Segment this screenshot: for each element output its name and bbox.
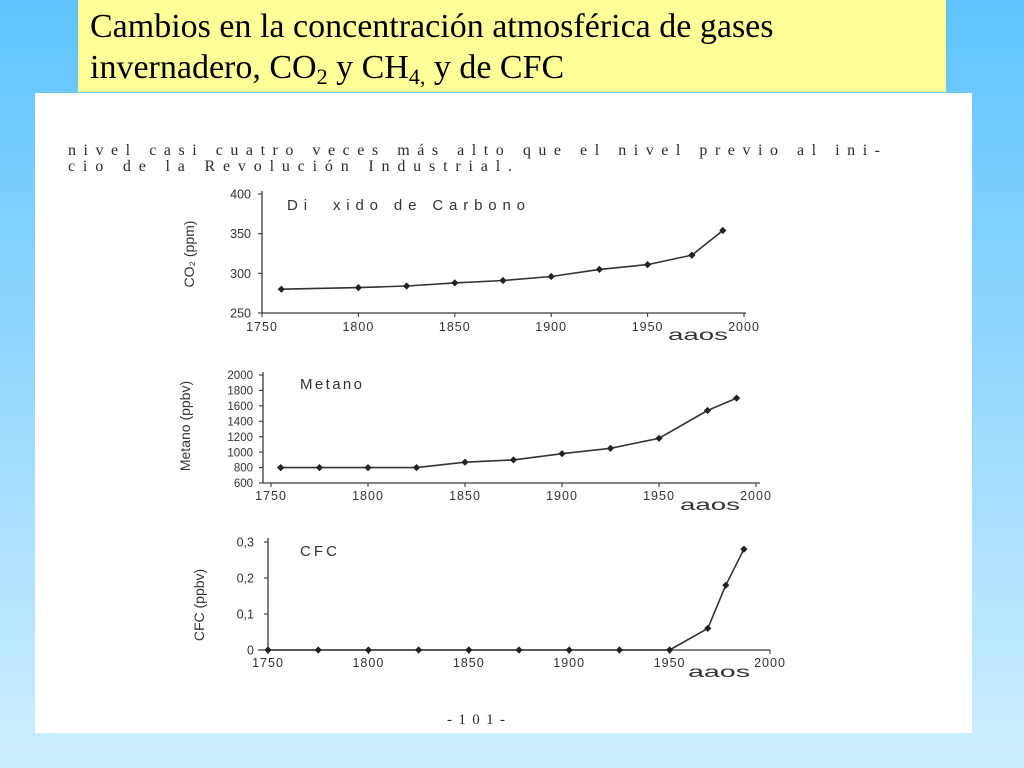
chart-title: CFC bbox=[300, 543, 337, 560]
y-tick-label: 1600 bbox=[227, 401, 253, 413]
y-axis-label: CFC (ppbv) bbox=[191, 568, 207, 642]
x-tick-label: 1750 bbox=[255, 489, 287, 503]
y-tick-label: 0,3 bbox=[236, 535, 254, 550]
x-tick-label: 1900 bbox=[553, 656, 586, 670]
y-tick-label: 0 bbox=[247, 643, 254, 658]
x-tick-label: 1750 bbox=[246, 320, 278, 334]
y-tick-label: 0,2 bbox=[236, 571, 254, 586]
chart-title: Di xido de Carbono bbox=[287, 197, 525, 214]
x-axis-label: aaos bbox=[688, 664, 750, 681]
x-tick-label: 1850 bbox=[449, 489, 481, 503]
slide-title-box bbox=[78, 0, 946, 92]
y-tick-label: 1800 bbox=[227, 385, 253, 398]
x-tick-label: 2000 bbox=[754, 656, 786, 670]
x-tick-label: 2000 bbox=[740, 489, 772, 503]
y-axis-label: CO₂ (ppm) bbox=[181, 220, 197, 288]
title-text-segment: y de CFC bbox=[425, 49, 565, 86]
x-tick-label: 1950 bbox=[643, 489, 675, 503]
scan-text-line-2: cio de la Revolución Industrial. bbox=[68, 158, 513, 175]
slide-title-line-1: Cambios en la concentración atmosférica de gases bbox=[90, 8, 774, 45]
ch4-subscript: 4, bbox=[408, 64, 426, 89]
x-tick-label: 1950 bbox=[631, 320, 664, 334]
x-tick-label: 1750 bbox=[252, 656, 284, 670]
y-tick-label: 600 bbox=[233, 478, 253, 491]
x-tick-label: 1800 bbox=[342, 320, 375, 334]
x-tick-label: 1950 bbox=[653, 656, 686, 670]
scan-text-line-1: nivel casi cuatro veces más alto que el nivel previo al ini- bbox=[68, 142, 880, 159]
y-tick-label: 0,1 bbox=[236, 607, 254, 622]
x-tick-label: 1800 bbox=[352, 656, 385, 670]
title-text-segment: invernadero, CO bbox=[90, 49, 317, 86]
page-number: -101- bbox=[447, 712, 505, 728]
slide-title-line-2 bbox=[90, 47, 946, 88]
co2-subscript: 2 bbox=[316, 64, 328, 89]
x-axis-label: aaos bbox=[680, 497, 740, 514]
y-tick-label: 250 bbox=[230, 306, 251, 321]
y-tick-label: 400 bbox=[230, 187, 251, 202]
x-tick-label: 1850 bbox=[452, 656, 485, 670]
y-axis-label: Metano (ppbv) bbox=[177, 380, 193, 472]
y-tick-label: 350 bbox=[230, 227, 251, 242]
x-tick-label: 1800 bbox=[352, 489, 384, 503]
chart-title: Metano bbox=[300, 376, 362, 393]
title-text-segment: y CH bbox=[327, 49, 409, 86]
y-tick-label: 1400 bbox=[227, 416, 253, 429]
x-axis-label: aaos bbox=[668, 327, 728, 344]
y-tick-label: 1200 bbox=[227, 431, 253, 444]
x-tick-label: 1850 bbox=[438, 320, 471, 334]
y-tick-label: 2000 bbox=[227, 370, 253, 383]
y-tick-label: 800 bbox=[233, 462, 253, 475]
x-tick-label: 1900 bbox=[535, 320, 568, 334]
x-tick-label: 2000 bbox=[728, 320, 760, 334]
x-tick-label: 1900 bbox=[546, 489, 578, 503]
y-tick-label: 1000 bbox=[227, 447, 253, 460]
y-tick-label: 300 bbox=[230, 266, 251, 281]
scanned-page bbox=[35, 93, 972, 733]
